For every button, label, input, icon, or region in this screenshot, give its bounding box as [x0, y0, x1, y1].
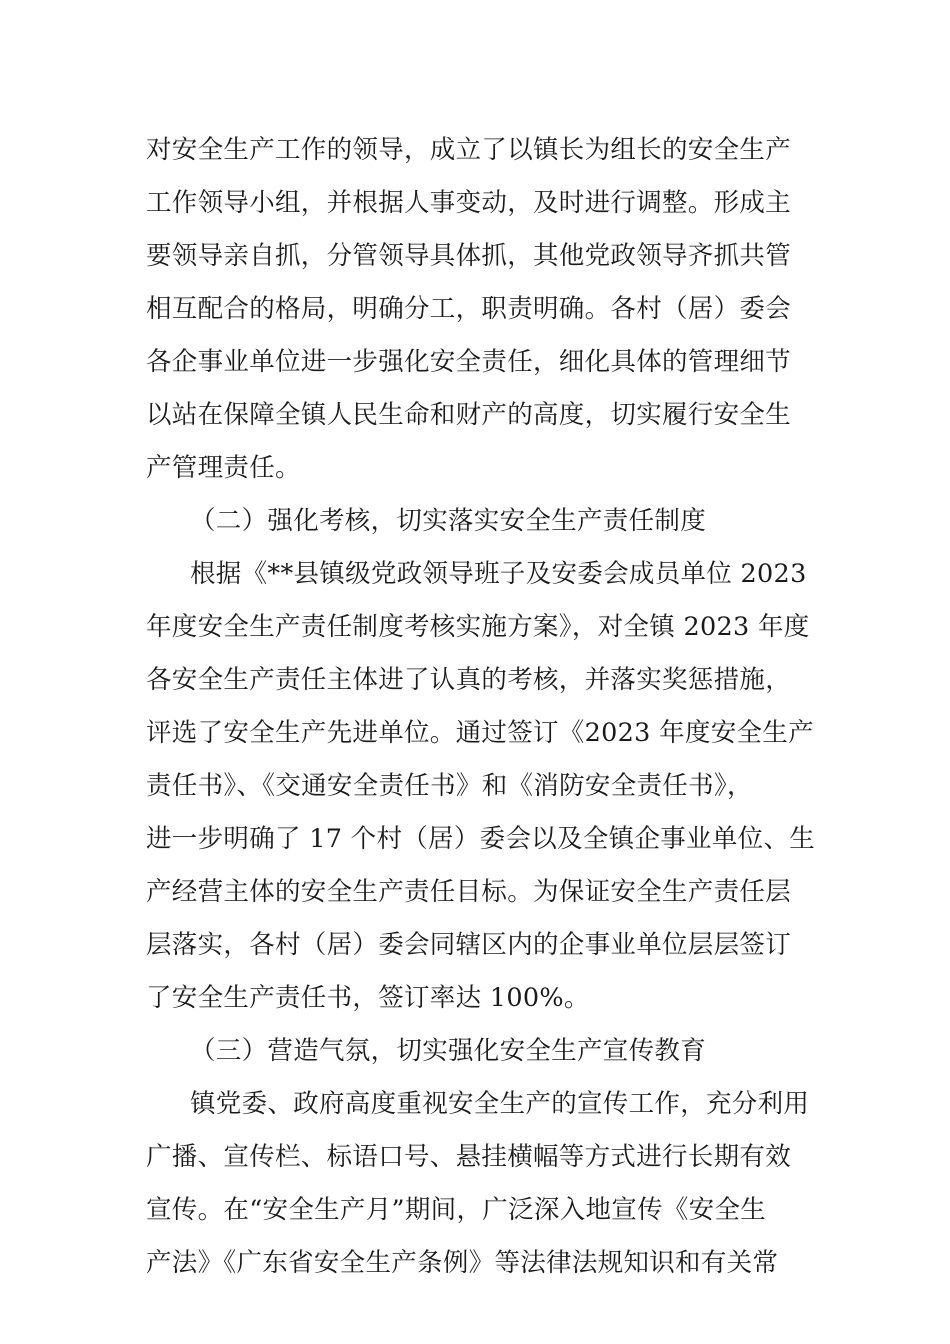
text-line: 各安全生产责任主体进了认真的考核，并落实奖惩措施， — [146, 665, 792, 695]
text-line: 年度安全生产责任制度考核实施方案》，对全镇 2023 年度 — [146, 612, 810, 642]
text-line: 了安全生产责任书，签订率达 100%。 — [146, 983, 590, 1013]
text-line: 责任书》、《交通安全责任书》和《消防安全责任书》， — [146, 771, 753, 801]
text-line: 要领导亲自抓，分管领导具体抓，其他党政领导齐抓共管 — [146, 241, 792, 271]
text-line: 根据《**县镇级党政领导班子及安委会成员单位 2023 — [190, 559, 807, 589]
text-line: 进一步明确了 17 个村（居）委会以及全镇企事业单位、生 — [146, 824, 816, 854]
text-line: 工作领导小组，并根据人事变动，及时进行调整。形成主 — [146, 188, 792, 218]
text-line: 评选了安全生产先进单位。通过签订《2023 年度安全生产 — [146, 718, 814, 748]
text-line: 各企事业单位进一步强化安全责任，细化具体的管理细节 — [146, 347, 792, 377]
text-line: 宣传。在“安全生产月”期间，广泛深入地宣传《安全生 — [146, 1195, 767, 1225]
text-line: 产经营主体的安全生产责任目标。为保证安全生产责任层 — [146, 877, 792, 907]
text-line: 镇党委、政府高度重视安全生产的宣传工作，充分利用 — [190, 1089, 810, 1119]
text-line: 相互配合的格局，明确分工，职责明确。各村（居）委会 — [146, 294, 792, 324]
text-line: 层落实，各村（居）委会同辖区内的企事业单位层层签订 — [146, 930, 792, 960]
text-line: 对安全生产工作的领导，成立了以镇长为组长的安全生产 — [146, 135, 792, 165]
text-line: 产管理责任。 — [146, 453, 301, 483]
text-line: 广播、宣传栏、标语口号、悬挂横幅等方式进行长期有效 — [146, 1142, 792, 1172]
text-line: 产法》《广东省安全生产条例》等法律法规知识和有关常 — [146, 1248, 779, 1278]
text-line: 以站在保障全镇人民生命和财产的高度，切实履行安全生 — [146, 400, 792, 430]
section-heading: （三）营造气氛，切实强化安全生产宣传教育 — [190, 1036, 707, 1066]
section-heading: （二）强化考核，切实落实安全生产责任制度 — [190, 506, 707, 536]
